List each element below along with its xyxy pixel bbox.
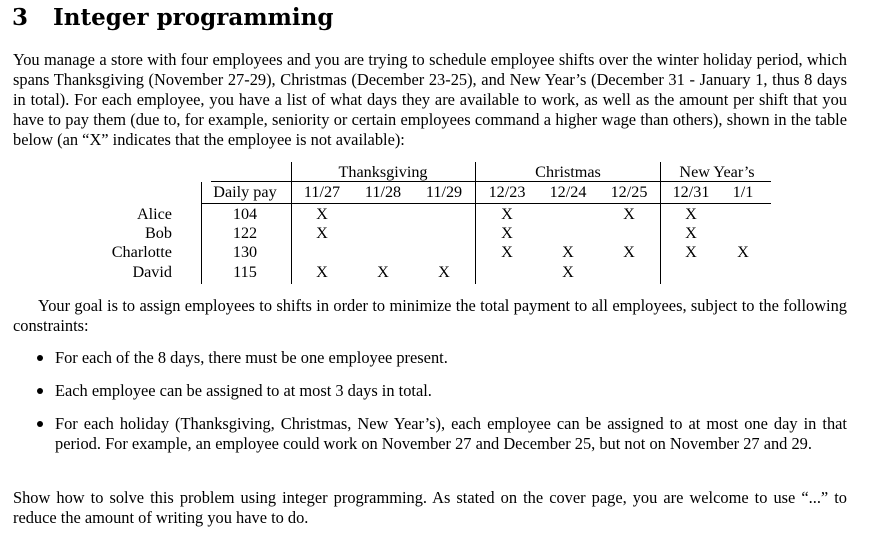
unavailable-mark: X — [501, 205, 513, 223]
constraint-item: For each holiday (Thanksgiving, Christmas, New Year’s), each employee can be assigned to at most one day in that period. For example, an employee could work on November 27 and December 25, but not on November 27 and 29. — [55, 414, 847, 453]
holiday-group-header: New Year’s — [679, 163, 755, 181]
column-header-date: 11/29 — [425, 183, 463, 201]
column-header-date: 11/27 — [303, 183, 341, 201]
employee-name: Alice — [136, 205, 172, 223]
unavailable-mark: X — [623, 205, 635, 223]
table-rule-header — [201, 203, 771, 204]
employee-name: David — [132, 263, 172, 281]
employee-daily-pay: 115 — [233, 263, 257, 281]
unavailable-mark: X — [685, 205, 697, 223]
bullet-marker — [37, 421, 43, 427]
section-heading — [12, 4, 333, 31]
column-header-date: 12/31 — [672, 183, 710, 201]
employee-daily-pay: 122 — [232, 224, 258, 242]
availability-table — [80, 162, 780, 286]
unavailable-mark: X — [316, 205, 328, 223]
bullet-marker — [37, 355, 43, 361]
unavailable-mark: X — [685, 243, 697, 261]
column-header-date: 12/24 — [549, 183, 587, 201]
constraint-item: Each employee can be assigned to at most 3 days in total. — [55, 381, 432, 400]
table-rule-thanksgiving — [291, 162, 292, 284]
unavailable-mark: X — [501, 224, 513, 242]
section-title: Integer programming — [53, 4, 334, 31]
column-header-date: 1/1 — [732, 183, 754, 201]
unavailable-mark: X — [316, 224, 328, 242]
column-header-date: 12/25 — [610, 183, 648, 201]
unavailable-mark: X — [685, 224, 697, 242]
closing-paragraph: Show how to solve this problem using integer programming. As stated on the cover page, you are welcome to use “...” to reduce the amount of writing you have to do. — [13, 488, 847, 527]
holiday-group-header: Thanksgiving — [338, 163, 428, 181]
constraint-item: For each of the 8 days, there must be one employee present. — [55, 348, 448, 367]
unavailable-mark: X — [737, 243, 749, 261]
employee-daily-pay: 104 — [232, 205, 258, 223]
holiday-group-header: Christmas — [535, 163, 601, 181]
employee-daily-pay: 130 — [232, 243, 258, 261]
employee-name: Charlotte — [111, 243, 172, 261]
intro-paragraph: You manage a store with four employees and you are trying to schedule employee shifts over the winter holiday period, which spans Thanksgiving (November 27-29), Christmas (December 23-25), and New Year’s (December 31 - January 1, thus 8 days in total). For each employee, you have a list of what days they are available to work, as well as the amount per shift that you have to pay them (due to, for example, seniority or certain employees command a higher wage than others), shown in the table below (an “X” indicates that the employee is not available): — [13, 50, 847, 149]
unavailable-mark: X — [377, 263, 389, 281]
column-header-date: 12/23 — [488, 183, 526, 201]
unavailable-mark: X — [623, 243, 635, 261]
table-rule-top — [211, 181, 771, 182]
column-header-daily-pay: Daily pay — [213, 183, 277, 201]
goal-paragraph: Your goal is to assign employees to shifts in order to minimize the total payment to all employees, subject to the following constraints: — [13, 296, 847, 335]
table-rule-left — [201, 182, 202, 284]
table-rule-christmas — [475, 162, 476, 284]
table-rule-newyear — [660, 162, 661, 284]
unavailable-mark: X — [316, 263, 328, 281]
unavailable-mark: X — [562, 243, 574, 261]
unavailable-mark: X — [501, 243, 513, 261]
unavailable-mark: X — [438, 263, 450, 281]
column-header-date: 11/28 — [364, 183, 402, 201]
section-number: 3 — [12, 4, 29, 31]
unavailable-mark: X — [562, 263, 574, 281]
bullet-marker — [37, 388, 43, 394]
employee-name: Bob — [145, 224, 172, 242]
